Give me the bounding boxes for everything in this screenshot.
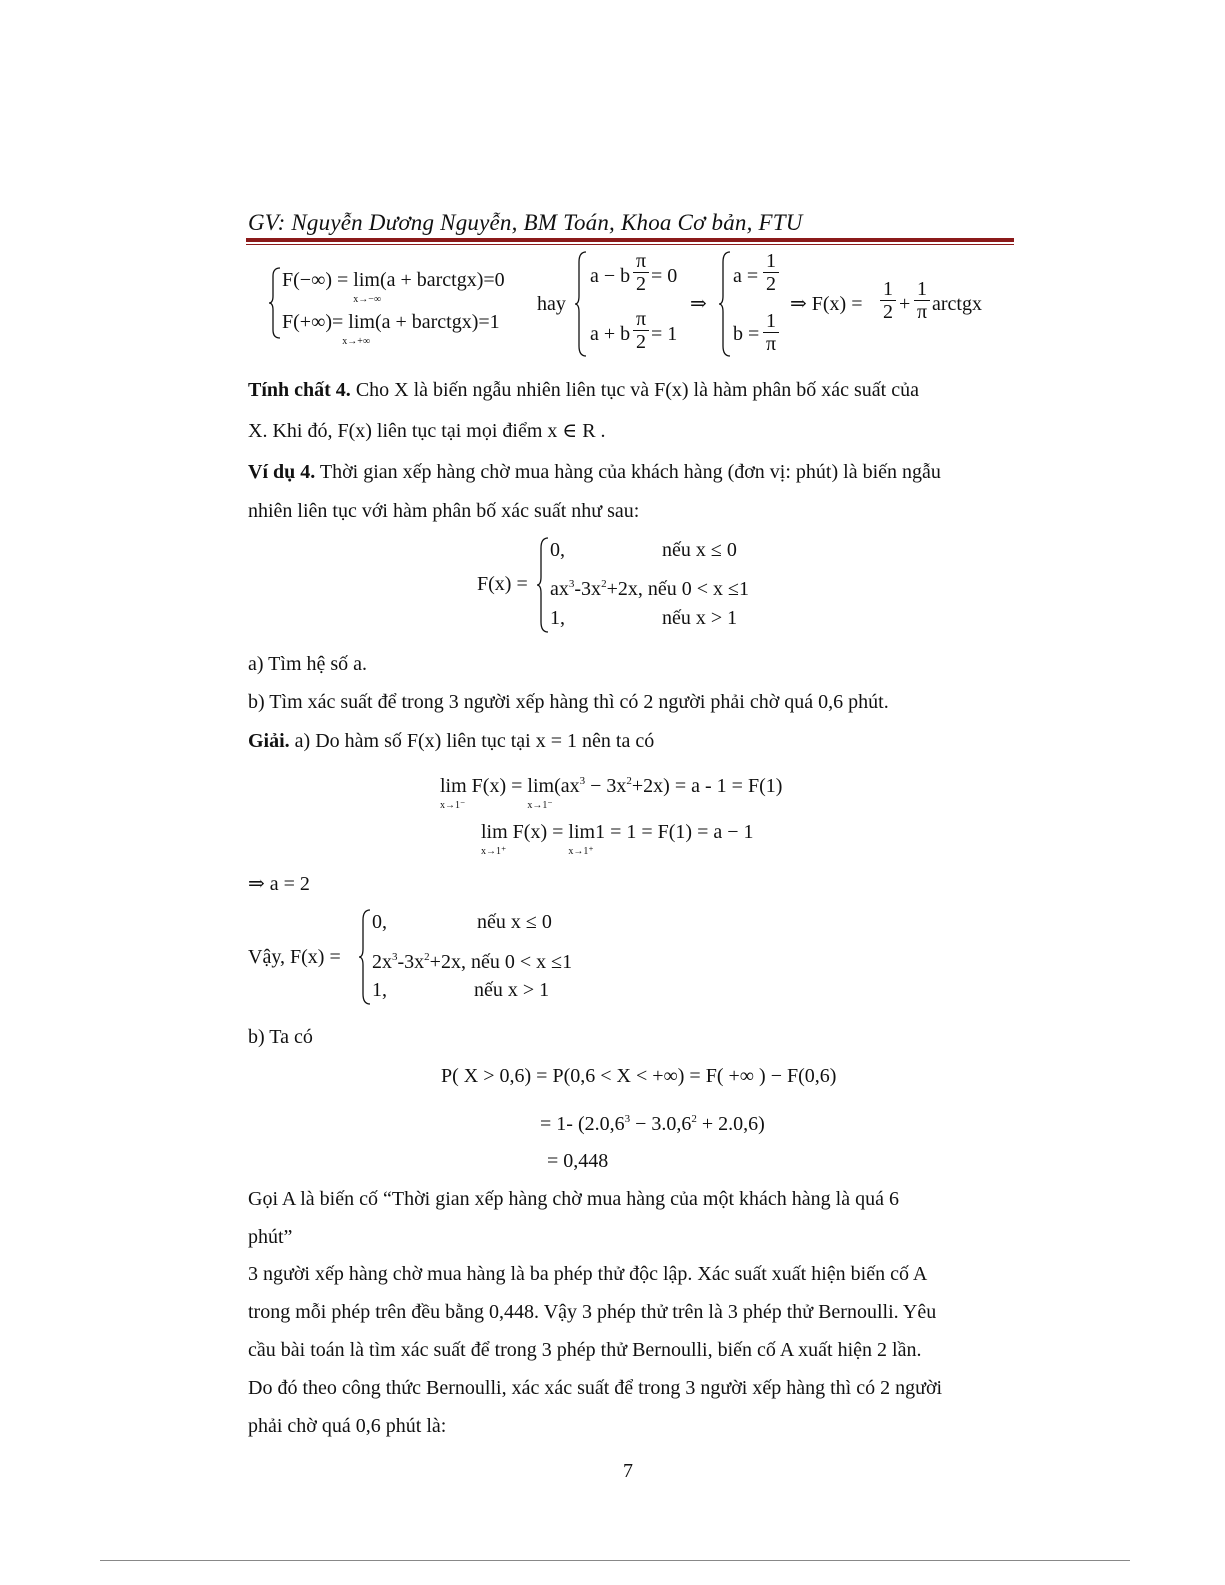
paragraph2-line2: trong mỗi phép trên đều bằng 0,448. Vậy 3 phép thử trên là 3 phép thử Bernoulli. Yêu — [248, 1301, 937, 1323]
fx1-case1-cond: nếu x ≤ 0 — [662, 539, 737, 561]
result-plus: + — [899, 293, 911, 315]
paragraph2-line5: phải chờ quá 0,6 phút là: — [248, 1415, 447, 1437]
left-brace-3 — [718, 250, 732, 358]
fx1-case2: $ax^3-3x^2+2x$, nếu 0 < x ≤1 — [550, 578, 749, 600]
probability-line1: P( X > 0,6) = P(0,6 < X < +∞) = F( +∞ ) − F(0,6) — [441, 1065, 837, 1087]
left-brace-fx2 — [358, 908, 372, 1006]
eq1-line2: F(+∞)= lim x→+∞ (a + barctgx)=1 — [282, 311, 500, 347]
fx1-lhs: F(x) = — [477, 573, 528, 595]
prop4-line1: Tính chất 4. Cho X là biến ngẫu nhiên liên tục và F(x) là hàm phân bố xác suất của — [248, 379, 919, 401]
fx2-case3-cond: nếu x > 1 — [474, 979, 550, 1001]
example4-line1: Ví dụ 4. Thời gian xếp hàng chờ mua hàng của khách hàng (đơn vị: phút) là biến ngẫu — [248, 461, 941, 483]
fx1-case3: 1, — [550, 607, 565, 629]
result-frac1: $\frac{1}{2}$ — [880, 278, 896, 323]
fx2-case1: 0, — [372, 911, 387, 933]
result-frac2: $\frac{1}{\pi}$ — [914, 278, 930, 323]
example4-line2: nhiên liên tục với hàm phân bố xác suất như sau: — [248, 500, 640, 522]
result-arctgx: arctgx — [932, 293, 982, 315]
probability-line3: = 0,448 — [547, 1150, 609, 1172]
b-intro: b) Ta có — [248, 1026, 313, 1048]
sys2-line1: a − b — [590, 265, 631, 287]
page-header: GV: Nguyễn Dương Nguyễn, BM Toán, Khoa Cơ bản, FTU — [248, 210, 803, 235]
implies-arrow-1: ⇒ — [690, 293, 707, 315]
solution-intro: Giải. a) Do hàm số F(x) liên tục tại x = 1 nên ta có — [248, 730, 655, 752]
question-b: b) Tìm xác suất để trong 3 người xếp hàng thì có 2 người phải chờ quá 0,6 phút. — [248, 691, 889, 713]
page-number: 7 — [623, 1460, 633, 1482]
fx2-case3: 1, — [372, 979, 387, 1001]
paragraph1-line1: Gọi A là biến cố “Thời gian xếp hàng chờ mua hàng của một khách hàng là quá 6 — [248, 1188, 899, 1210]
bottom-divider — [100, 1560, 1130, 1561]
sys3-frac2: $\frac{1}{\pi}$ — [763, 310, 779, 355]
limit-left: lim x→1⁻ F(x) = lim x→1⁻ $(ax^3 - 3x^2+2x) = a - 1 = F(1)$ — [440, 775, 783, 811]
paragraph2-line1: 3 người xếp hàng chờ mua hàng là ba phép thử độc lập. Xác suất xuất hiện biến cố A — [248, 1263, 928, 1285]
prop4-line2: X. Khi đó, F(x) liên tục tại mọi điểm x ∈ R . — [248, 420, 606, 442]
header-rule-thin — [246, 244, 1014, 245]
paragraph2-line3: cầu bài toán là tìm xác suất để trong 3 phép thử Bernoulli, biến cố A xuất hiện 2 lần. — [248, 1339, 922, 1361]
fx1-case3-cond: nếu x > 1 — [662, 607, 738, 629]
fx2-case2: $2x^3-3x^2+2x$, nếu 0 < x ≤1 — [372, 951, 573, 973]
left-brace-1 — [268, 266, 282, 340]
sys3-frac1: $\frac{1}{2}$ — [763, 250, 779, 295]
sys3-line2: b = — [733, 323, 760, 345]
left-brace-2 — [574, 250, 588, 358]
sys3-line1: a = — [733, 265, 759, 287]
eq1-line1: F(−∞) = lim x→−∞ (a + barctgx)=0 — [282, 269, 505, 305]
question-a: a) Tìm hệ số a. — [248, 653, 368, 675]
fx1-case1: 0, — [550, 539, 565, 561]
a-result: ⇒ a = 2 — [248, 873, 310, 895]
hay-word: hay — [537, 293, 566, 315]
left-brace-fx1 — [536, 536, 550, 634]
probability-line2: = 1- $(2.0,6^3 - 3.0,6^2 + 2.0,6)$ — [540, 1113, 765, 1135]
sys2-line1-rhs: = 0 — [651, 265, 678, 287]
paragraph2-line4: Do đó theo công thức Bernoulli, xác xác suất để trong 3 người xếp hàng thì có 2 người — [248, 1377, 943, 1399]
sys2-line2-rhs: = 1 — [651, 323, 678, 345]
header-rule-thick — [246, 238, 1014, 242]
paragraph1-line2: phút” — [248, 1226, 293, 1248]
sys2-frac2: $\frac{\pi}{2}$ — [633, 308, 649, 353]
result-lhs: ⇒ F(x) = — [790, 293, 863, 315]
sys2-frac1: $\frac{\pi}{2}$ — [633, 250, 649, 295]
limit-right: lim x→1⁺ F(x) = lim x→1⁺ 1 = 1 = F(1) = a − 1 — [481, 821, 754, 857]
fx2-case1-cond: nếu x ≤ 0 — [477, 911, 552, 933]
vay-lhs: Vậy, F(x) = — [248, 946, 341, 968]
sys2-line2: a + b — [590, 323, 631, 345]
